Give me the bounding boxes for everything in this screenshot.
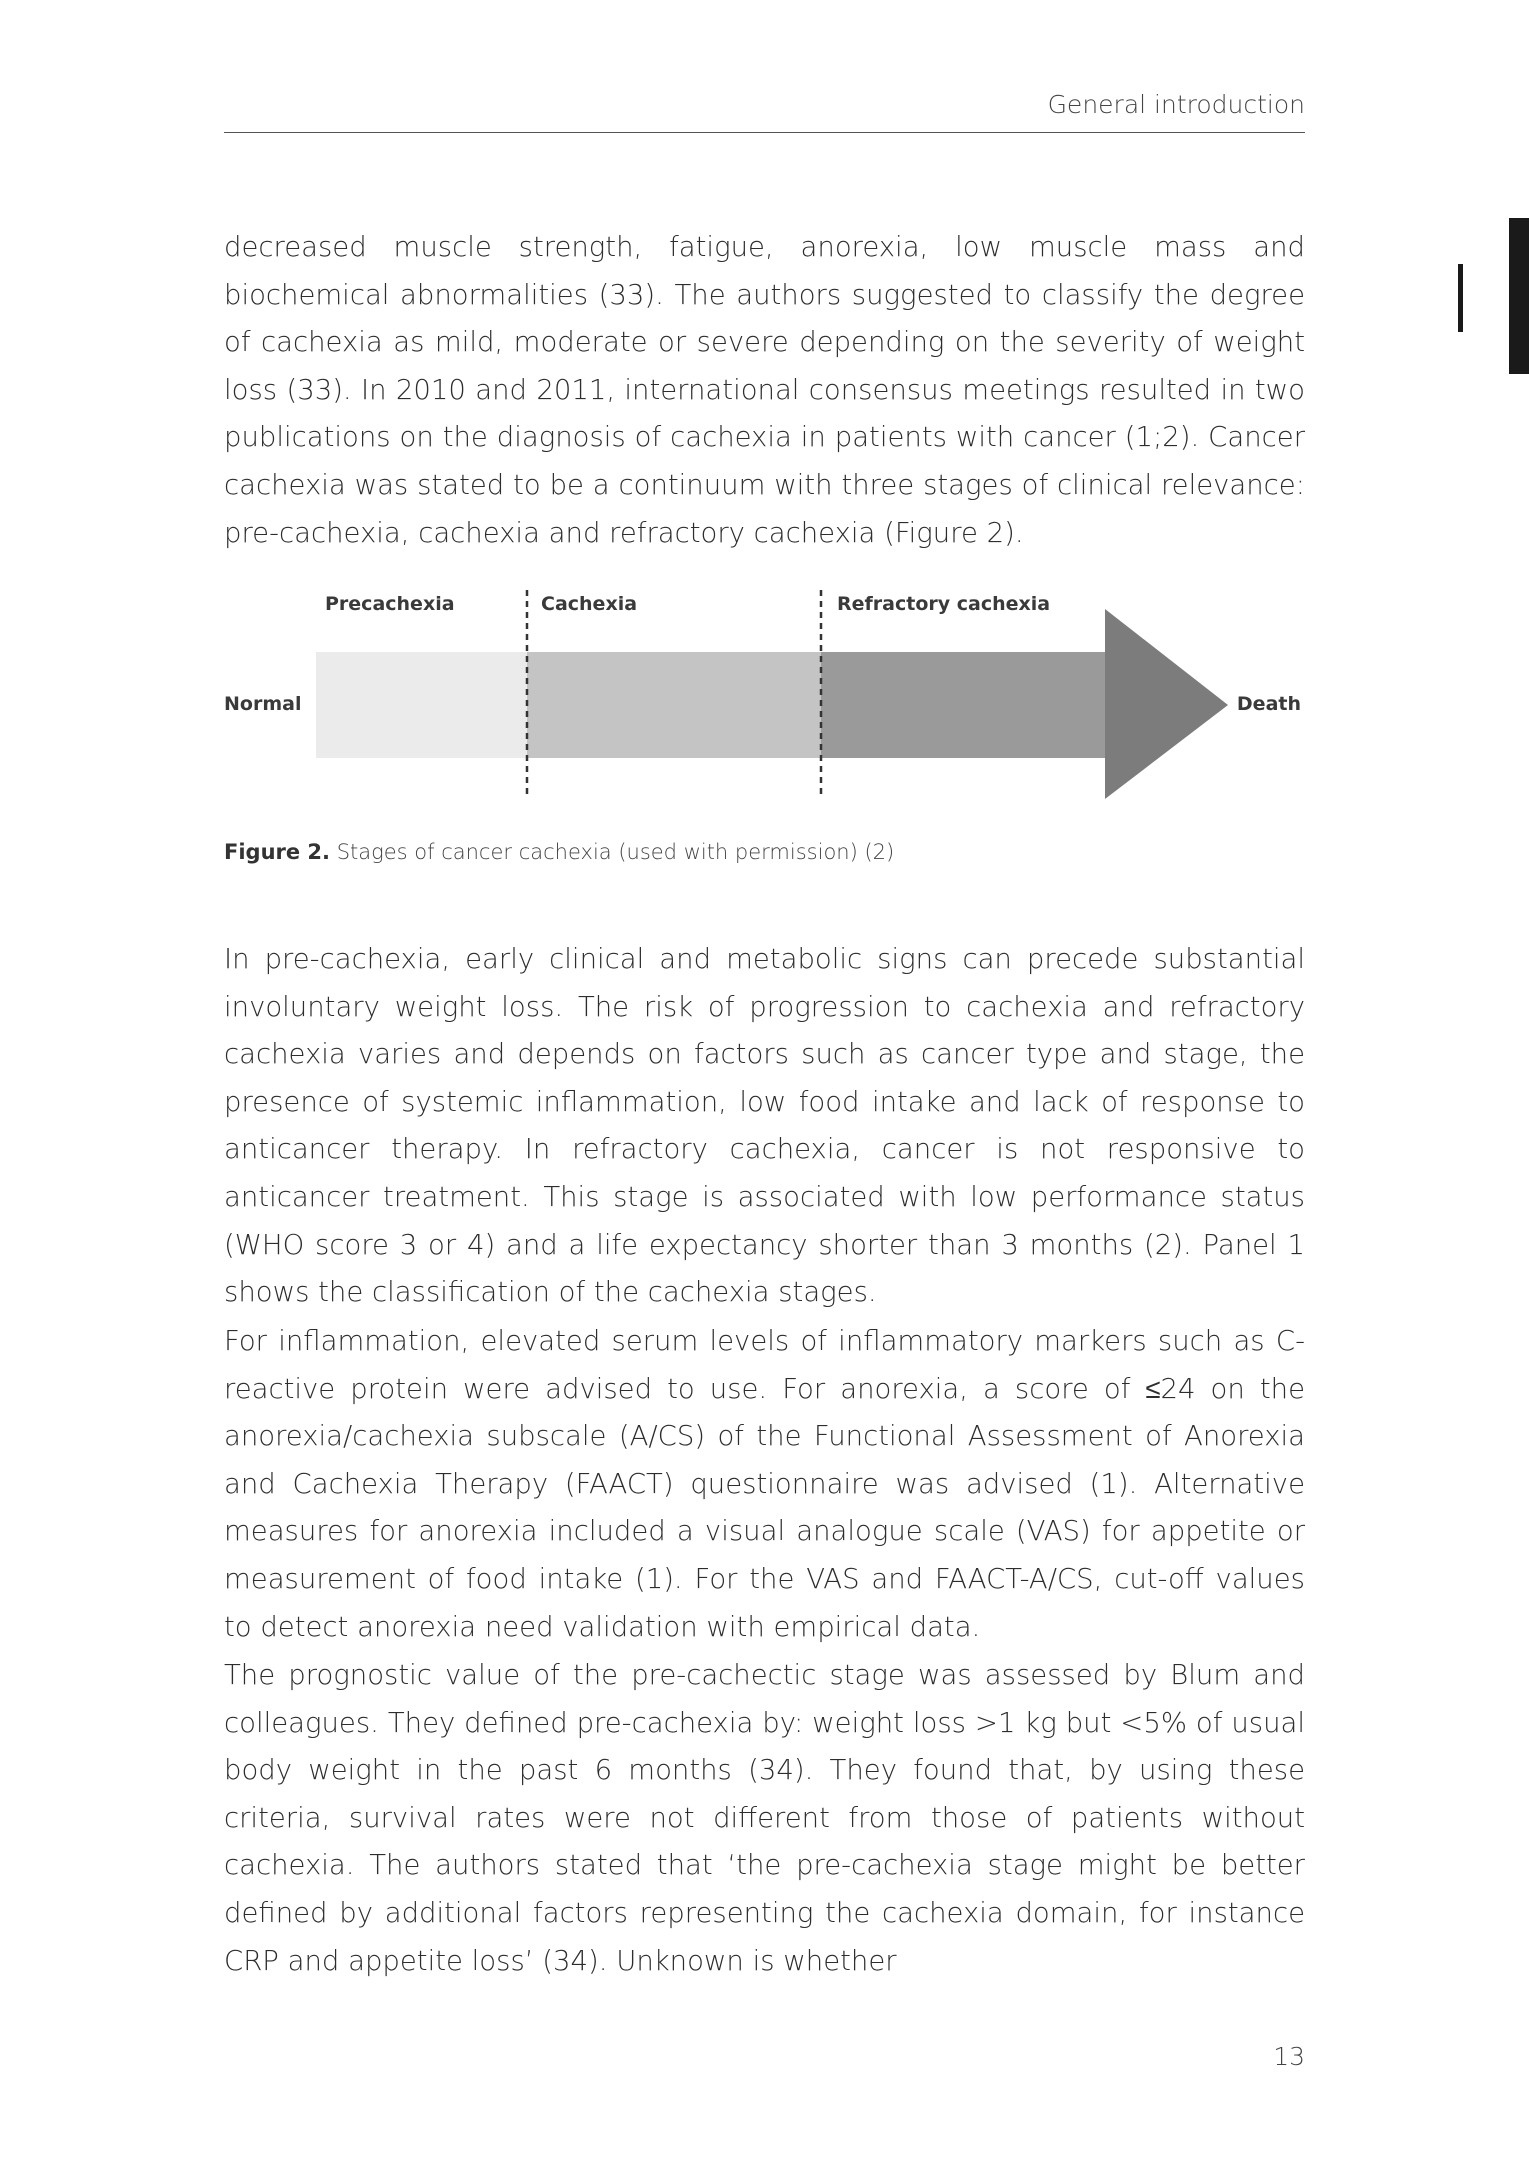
running-title: General introduction xyxy=(1047,90,1305,119)
end-label-death: Death xyxy=(1236,693,1301,715)
body-paragraph-4: The prognostic value of the pre-cachectic stage was assessed by Blum and colleagues. They defined pre-cachexia by: weight loss >1 kg but <5% of usual body weight in the past 6 months (34). They found that, by using these criteria, survival rates were not different from those of patients without cachexia. The authors stated that ‘the pre-cachexia stage might be better defined by additional factors representing the cachexia domain, for instance CRP and appetite loss’ (34). Unknown is whether xyxy=(224,1659,1305,1977)
figure-caption xyxy=(224,840,894,864)
body-paragraph-3: For inflammation, elevated serum levels of inflammatory markers such as C-reactive protein were advised to use. For anorexia, a score of ≤24 on the anorexia/cachexia subscale (A/CS) of the Functional Assessment of Anorexia and Cachexia Therapy (FAACT) questionnaire was advised (1). Alternative measures for anorexia included a visual analogue scale (VAS) for appetite or measurement of food intake (1). For the VAS and FAACT-A/CS, cut-off values to detect anorexia need validation with empirical data. xyxy=(224,1325,1305,1643)
caption-label: Figure 2. xyxy=(224,840,331,864)
page-number: 13 xyxy=(1273,2042,1305,2071)
chapter-thumb-tab xyxy=(1509,218,1529,374)
body-paragraph-2: In pre-cachexia, early clinical and metabolic signs can precede substantial involuntary weight loss. The risk of progression to cachexia and refractory cachexia varies and depends on factors such as cancer type and stage, the presence of systemic inflammation, low food intake and lack of response to anticancer therapy. In refractory cachexia, cancer is not responsive to anticancer treatment. This stage is associated with low performance status (WHO score 3 or 4) and a life expectancy shorter than 3 months (2). Panel 1 shows the classification of the cachexia stages. xyxy=(224,943,1305,1309)
chapter-marker-bar xyxy=(1458,264,1463,332)
body-paragraph-1: decreased muscle strength, fatigue, anorexia, low muscle mass and biochemical abnormalities (33). The authors suggested to classify the degree of cachexia as mild, moderate or severe depending on the severity of weight loss (33). In 2010 and 2011, international consensus meetings resulted in two publications on the diagnosis of cachexia in patients with cancer (1;2). Cancer cachexia was stated to be a continuum with three stages of clinical relevance: pre-cachexia, cachexia and refractory cachexia (Figure 2). xyxy=(224,231,1305,549)
stage-cachexia-band xyxy=(527,652,821,758)
running-header xyxy=(224,88,1305,133)
stage-precachexia-band xyxy=(316,652,527,758)
stage-label-precachexia: Precachexia xyxy=(325,593,455,615)
stage-label-refractory: Refractory cachexia xyxy=(837,593,1051,615)
start-label-normal: Normal xyxy=(224,693,302,715)
cachexia-stages-figure xyxy=(220,580,1310,810)
stage-refractory-band xyxy=(821,652,1107,758)
arrowhead xyxy=(1105,609,1228,799)
caption-text: Stages of cancer cachexia (used with permission) (2) xyxy=(330,840,895,864)
stage-label-cachexia: Cachexia xyxy=(541,593,638,615)
